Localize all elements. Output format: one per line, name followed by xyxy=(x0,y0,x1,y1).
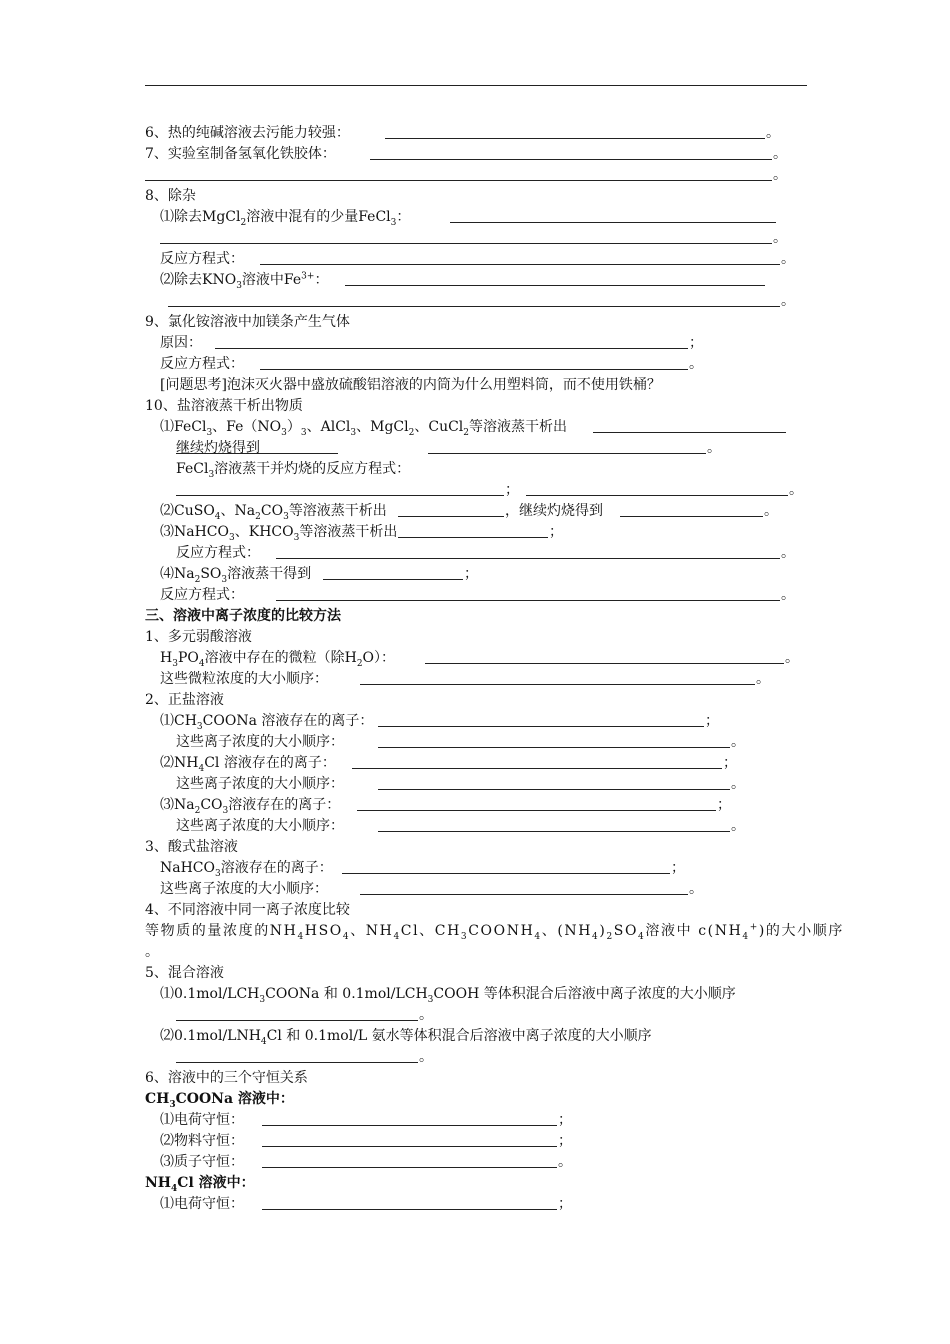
line-text: 6、热的纯碱溶液去污能力较强： xyxy=(145,125,350,141)
answer-blank[interactable] xyxy=(168,291,780,307)
line-text: 原因： xyxy=(160,335,202,351)
fill-in-line xyxy=(176,816,745,836)
line-text: 反应方程式： xyxy=(160,251,244,267)
line-text: 反应方程式： xyxy=(160,587,244,603)
answer-blank[interactable] xyxy=(276,585,780,601)
text-line xyxy=(145,942,159,962)
text-line xyxy=(145,1089,294,1109)
fill-in-line xyxy=(145,123,780,143)
text-line xyxy=(145,900,350,920)
text-line xyxy=(145,921,844,941)
answer-blank[interactable] xyxy=(370,144,772,160)
fill-in-line xyxy=(160,585,795,605)
answer-blank[interactable] xyxy=(398,522,548,538)
line-text: 继续灼烧得到 xyxy=(176,440,260,456)
line-text: 三、溶液中离子浓度的比较方法 xyxy=(145,608,341,624)
line-text: 这些离子浓度的大小顺序： xyxy=(160,881,328,897)
line-text: $⑵0.1mol/LNH_4Cl$ 和 0.1mol/L 氨水等体积混合后溶液中离子浓度的大小顺序 xyxy=(160,1028,652,1047)
line-end-punct: ； xyxy=(549,524,563,540)
line-end-punct: 。 xyxy=(773,146,787,162)
line-text: 7、实验室制备氢氧化铁胶体： xyxy=(145,146,336,162)
line-text: $H_3PO_4$溶液中存在的微粒（除$H_2O$）： xyxy=(160,650,396,669)
fill-in-line xyxy=(160,333,703,353)
line-end-punct: 。 xyxy=(773,230,787,246)
fill-in-line xyxy=(160,354,703,374)
line-text: ⑴FeCl$_3$、$Fe(NO_3)_3$、AlCl$_3$、MgCl$_2$、CuCl$_2$等溶液蒸干析出 xyxy=(160,419,568,438)
answer-blank[interactable] xyxy=(352,753,722,769)
fill-in-line xyxy=(176,732,745,752)
line-end-punct: ； xyxy=(705,713,719,729)
answer-blank[interactable] xyxy=(276,543,780,559)
line-text: ⑵物料守恒： xyxy=(160,1133,244,1149)
answer-blank[interactable] xyxy=(160,228,772,244)
answer-blank[interactable] xyxy=(262,1131,557,1147)
text-line xyxy=(145,1173,255,1193)
line-end-punct: 。 xyxy=(419,1049,433,1065)
fill-in-line xyxy=(160,858,685,879)
line-end-punct: 。 xyxy=(785,650,799,666)
line-text: ⑴电荷守恒： xyxy=(160,1112,244,1128)
line-text: 。 xyxy=(145,944,159,960)
fill-in-line xyxy=(160,1152,572,1172)
fill-in-line xyxy=(160,795,731,816)
text-line xyxy=(160,984,736,1004)
line-end-punct: 。 xyxy=(781,587,795,603)
fill-in-line xyxy=(160,1110,572,1130)
answer-blank[interactable] xyxy=(450,207,776,223)
answer-blank[interactable] xyxy=(425,648,784,664)
fill-in-line xyxy=(176,774,745,794)
line-text: ⑵除去$KNO_3$溶液中$Fe^{3+}$： xyxy=(160,271,329,291)
line-text: $CH_3COONa$ 溶液中： xyxy=(145,1091,294,1110)
line-end-punct: 。 xyxy=(781,293,795,309)
line-text: 这些离子浓度的大小顺序： xyxy=(176,734,344,750)
line-end-punct: ； xyxy=(558,1112,572,1128)
line-end-punct: ； xyxy=(671,860,685,876)
text-line xyxy=(176,459,410,479)
fill-in-line xyxy=(160,564,478,585)
line-end-punct: 。 xyxy=(558,1154,572,1170)
text-line xyxy=(145,963,224,983)
answer-blank[interactable] xyxy=(526,480,788,496)
line-text: 8、除杂 xyxy=(145,188,196,204)
answer-blank[interactable] xyxy=(398,501,504,517)
fill-in-line xyxy=(160,711,719,732)
line-end-punct: ； xyxy=(464,566,478,582)
line-text: 6、溶液中的三个守恒关系 xyxy=(145,1070,308,1086)
answer-blank[interactable] xyxy=(145,165,772,181)
text-line xyxy=(145,606,341,626)
line-end-punct: 。 xyxy=(766,125,780,141)
line-text: 等物质的量浓度的$NH_4HSO_4$、$NH_4Cl$、$CH_3COONH_4$、$(NH_4)_2SO_4$溶液中 $c(NH_4^+)$的大小顺序 xyxy=(145,922,844,942)
line-text: 9、氯化铵溶液中加镁条产生气体 xyxy=(145,314,350,330)
line-text: 反应方程式： xyxy=(160,356,244,372)
answer-blank[interactable] xyxy=(345,270,765,286)
line-text: 这些微粒浓度的大小顺序： xyxy=(160,671,328,687)
line-end-punct: 。 xyxy=(731,818,745,834)
fill-in-line xyxy=(160,249,795,269)
line-text: $⑴CH_3COONa$ 溶液存在的离子： xyxy=(160,713,374,732)
line-mid-text: ； xyxy=(505,482,519,498)
fill-in-line xyxy=(176,438,721,458)
line-text: 5、混合溶液 xyxy=(145,965,224,981)
answer-blank[interactable] xyxy=(342,858,670,874)
line-text: $⑵NH_4Cl$ 溶液存在的离子： xyxy=(160,755,336,774)
line-end-punct: 。 xyxy=(689,881,703,897)
line-text: 4、不同溶液中同一离子浓度比较 xyxy=(145,902,350,918)
line-text: 反应方程式： xyxy=(176,545,260,561)
line-text: [问题思考]泡沫灭火器中盛放硫酸铝溶液的内筒为什么用塑料筒，而不使用铁桶？ xyxy=(160,377,661,393)
answer-blank[interactable] xyxy=(176,480,504,496)
line-text: ⑴电荷守恒： xyxy=(160,1196,244,1212)
fill-in-line xyxy=(160,879,703,899)
answer-blank[interactable] xyxy=(357,795,716,811)
fill-in-line xyxy=(176,543,795,563)
answer-blank[interactable] xyxy=(176,1005,418,1021)
text-line xyxy=(160,375,661,395)
line-text: $⑴0.1mol/LCH_3COONa$ 和 $0.1mol/LCH_3COOH$ 等体积混合后溶液中离子浓度的大小顺序 xyxy=(160,986,736,1005)
fill-in-line xyxy=(160,753,737,774)
text-line xyxy=(145,312,350,332)
line-end-punct: 。 xyxy=(781,251,795,267)
line-text: 这些离子浓度的大小顺序： xyxy=(176,776,344,792)
line-text: 1、多元弱酸溶液 xyxy=(145,629,252,645)
line-text: ⑴除去MgCl$_2$溶液中混有的少量FeCl$_3$： xyxy=(160,209,411,228)
line-text: ⑶质子守恒： xyxy=(160,1154,244,1170)
fill-in-line xyxy=(160,417,567,437)
fill-in-line xyxy=(160,207,410,227)
line-text: 3、酸式盐溶液 xyxy=(145,839,238,855)
line-end-punct: ； xyxy=(558,1196,572,1212)
answer-blank[interactable] xyxy=(360,669,755,685)
line-end-punct: 。 xyxy=(419,1007,433,1023)
text-line xyxy=(145,1068,308,1088)
fill-in-line xyxy=(160,1194,572,1214)
answer-blank[interactable] xyxy=(262,1194,557,1210)
line-end-punct: ； xyxy=(723,755,737,771)
text-line xyxy=(145,186,196,206)
line-end-punct: 。 xyxy=(731,734,745,750)
fill-in-line xyxy=(160,270,328,290)
answer-blank[interactable] xyxy=(176,438,338,454)
line-end-punct: ； xyxy=(717,797,731,813)
line-end-punct: 。 xyxy=(731,776,745,792)
answer-blank[interactable] xyxy=(323,564,463,580)
line-text: 这些离子浓度的大小顺序： xyxy=(176,818,344,834)
text-line xyxy=(145,690,224,710)
answer-blank[interactable] xyxy=(620,501,763,517)
line-end-punct: 。 xyxy=(781,545,795,561)
line-end-punct: 。 xyxy=(756,671,770,687)
answer-blank[interactable] xyxy=(262,1110,557,1126)
line-end-punct: 。 xyxy=(764,503,778,519)
line-end-punct: 。 xyxy=(689,356,703,372)
line-text: $NH_4Cl$ 溶液中： xyxy=(145,1175,255,1194)
answer-blank[interactable] xyxy=(593,417,786,433)
line-end-punct: 。 xyxy=(789,482,803,498)
answer-blank[interactable] xyxy=(378,732,730,748)
line-text: FeCl$_3$溶液蒸干并灼烧的反应方程式： xyxy=(176,461,411,480)
line-text: ⑵CuSO$_4$、$Na_2CO_3$等溶液蒸干析出 xyxy=(160,503,387,522)
answer-blank[interactable] xyxy=(176,1047,418,1063)
text-line xyxy=(145,837,238,857)
fill-in-line xyxy=(145,144,787,164)
line-mid-text: ，继续灼烧得到 xyxy=(505,503,603,519)
line-text: 2、正盐溶液 xyxy=(145,692,224,708)
answer-blank[interactable] xyxy=(428,438,706,454)
line-text: ⑶NaHCO$_3$、$KHCO_3$等溶液蒸干析出 xyxy=(160,524,398,543)
answer-blank[interactable] xyxy=(378,816,730,832)
answer-blank[interactable] xyxy=(360,879,688,895)
line-text: 10、盐溶液蒸干析出物质 xyxy=(145,398,303,414)
text-line xyxy=(145,396,303,416)
answer-blank[interactable] xyxy=(385,123,765,139)
line-text: NaHCO$_3$溶液存在的离子： xyxy=(160,860,333,879)
answer-blank[interactable] xyxy=(262,1152,557,1168)
fill-in-line xyxy=(160,1131,572,1151)
fill-in-line xyxy=(160,669,770,689)
header-rule xyxy=(145,85,807,86)
line-end-punct: 。 xyxy=(707,440,721,456)
fill-in-line xyxy=(160,522,563,543)
fill-in-line xyxy=(160,501,778,522)
answer-blank[interactable] xyxy=(260,249,780,265)
line-end-punct: ； xyxy=(689,335,703,351)
answer-blank[interactable] xyxy=(260,354,688,370)
answer-blank[interactable] xyxy=(378,711,704,727)
answer-blank[interactable] xyxy=(215,333,688,349)
text-line xyxy=(145,627,252,647)
line-end-punct: ； xyxy=(558,1133,572,1149)
line-end-punct: 。 xyxy=(773,167,787,183)
fill-in-line xyxy=(160,648,799,669)
line-text: $⑶Na_2CO_3$溶液存在的离子： xyxy=(160,797,341,816)
text-line xyxy=(160,1026,652,1046)
line-text: $⑷Na_2SO_3$溶液蒸干得到 xyxy=(160,566,312,585)
answer-blank[interactable] xyxy=(378,774,730,790)
